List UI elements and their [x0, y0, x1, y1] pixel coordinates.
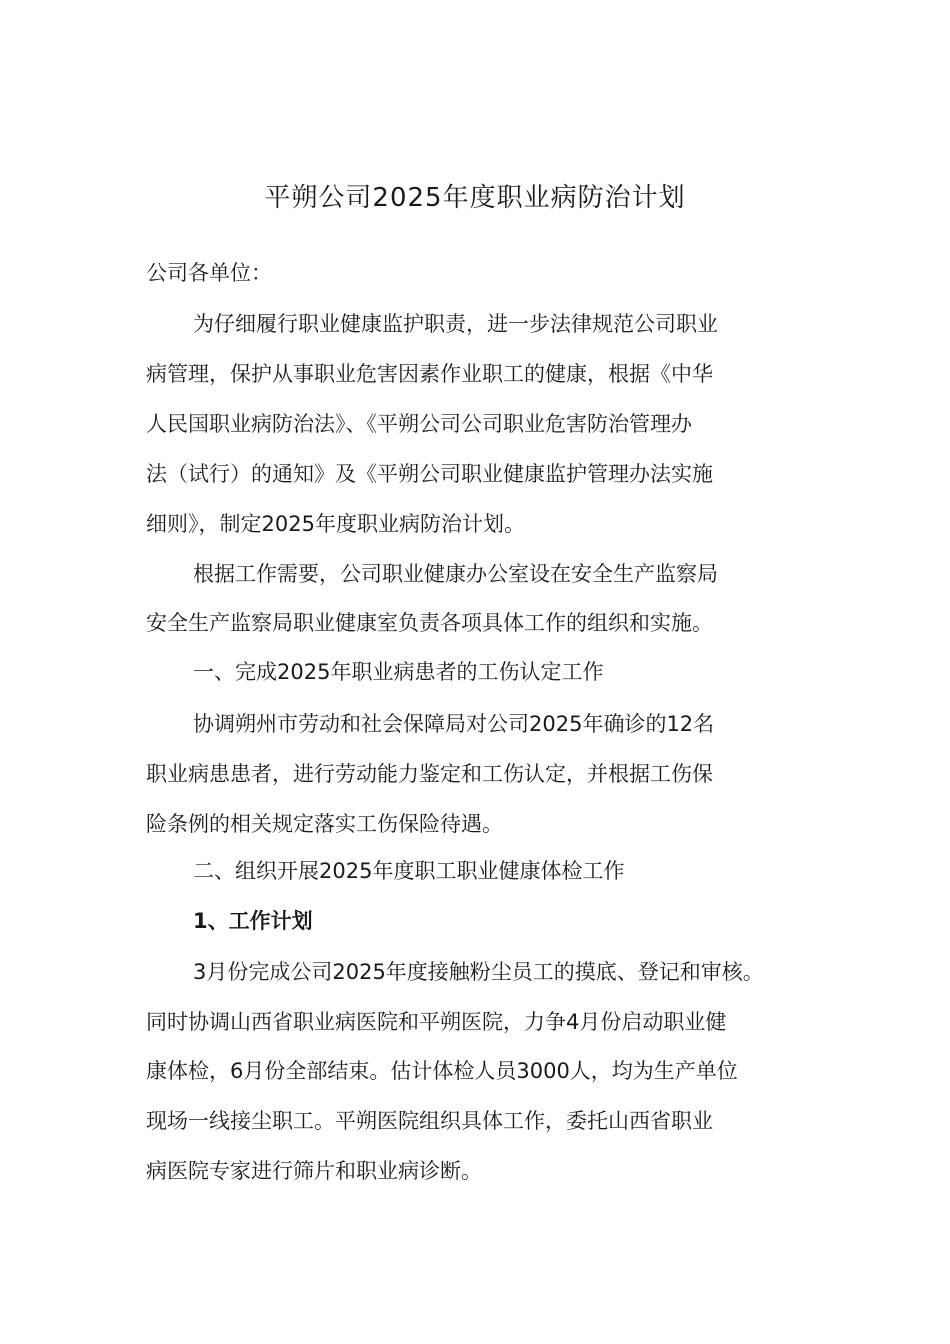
paragraph-line: 细则》，制定2025年度职业病防治计划。 — [146, 512, 525, 536]
paragraph-line: 为仔细履行职业健康监护职责，进一步法律规范公司职业 — [193, 312, 718, 336]
paragraph-line: 法（试行）的通知》及《平朔公司职业健康监护管理办法实施 — [146, 462, 713, 486]
section-1-heading: 一、完成2025年职业病患者的工伤认定工作 — [193, 660, 604, 684]
paragraph-line: 协调朔州市劳动和社会保障局对公司2025年确诊的12名 — [193, 712, 715, 736]
paragraph-line: 险条例的相关规定落实工伤保险待遇。 — [146, 812, 503, 836]
paragraph-line: 病医院专家进行筛片和职业病诊断。 — [146, 1159, 482, 1183]
document-title: 平朔公司2025年度职业病防治计划 — [264, 183, 686, 213]
paragraph-line: 人民国职业病防治法》、《平朔公司公司职业危害防治管理办 — [146, 412, 692, 436]
salutation: 公司各单位： — [146, 261, 272, 285]
paragraph-line: 安全生产监察局职业健康室负责各项具体工作的组织和实施。 — [146, 611, 713, 635]
paragraph-line: 3月份完成公司2025年度接触粉尘员工的摸底、登记和审核。 — [193, 960, 764, 984]
paragraph-line: 现场一线接尘职工。平朔医院组织具体工作，委托山西省职业 — [146, 1109, 713, 1133]
paragraph-line: 职业病患患者，进行劳动能力鉴定和工伤认定，并根据工伤保 — [146, 762, 713, 786]
paragraph-line: 病管理，保护从事职业危害因素作业职工的健康，根据《中华 — [146, 362, 713, 386]
paragraph-line: 根据工作需要，公司职业健康办公室设在安全生产监察局 — [193, 562, 718, 586]
section-2-subheading: 1、工作计划 — [193, 909, 313, 933]
paragraph-line: 同时协调山西省职业病医院和平朔医院，力争4月份启动职业健 — [146, 1010, 727, 1034]
section-2-heading: 二、组织开展2025年度职工职业健康体检工作 — [193, 859, 625, 883]
paragraph-line: 康体检，6月份全部结束。估计体检人员3000人，均为生产单位 — [146, 1059, 738, 1083]
